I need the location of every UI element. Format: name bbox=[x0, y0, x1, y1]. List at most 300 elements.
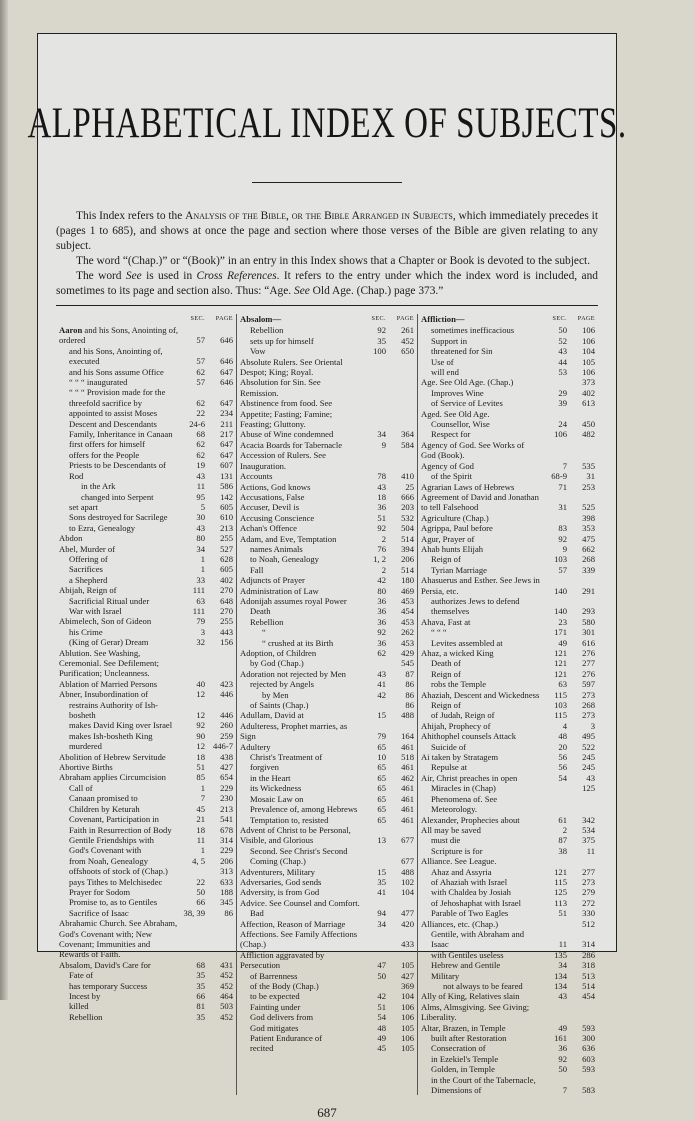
entry-text: Respect for bbox=[431, 429, 471, 440]
entry-section: 94 bbox=[377, 908, 386, 919]
index-entry bbox=[421, 409, 595, 419]
index-entry bbox=[421, 544, 595, 554]
entry-page: 270 bbox=[220, 585, 233, 596]
entry-text: Alexander, Prophecies about bbox=[421, 814, 520, 825]
index-entry bbox=[240, 981, 414, 991]
entry-text: Descent and Descendants bbox=[69, 418, 157, 429]
intro-text bbox=[56, 209, 598, 299]
entry-text: from Noah, Genealogy bbox=[69, 855, 148, 866]
entry-page: 514 bbox=[582, 981, 595, 991]
entry-text: and his Sons, Anointing of, executed bbox=[69, 345, 163, 367]
entry-page: 273 bbox=[582, 689, 595, 700]
entry-section: 56 bbox=[558, 762, 567, 773]
entry-section: 35 bbox=[377, 876, 386, 887]
entry-text: Affection, Reason of Marriage bbox=[240, 918, 346, 929]
index-entry bbox=[421, 429, 595, 439]
entry-text: makes David King over Israel bbox=[69, 720, 173, 731]
entry-text: Adoption, of Children bbox=[240, 648, 317, 658]
index-entry bbox=[240, 575, 414, 585]
index-entry bbox=[59, 502, 233, 512]
entry-text: Ahaz and Assyria bbox=[431, 866, 492, 877]
entry-page: 647 bbox=[220, 366, 233, 377]
entry-text: Adoration not rejected by Men bbox=[240, 668, 346, 679]
entry-section: 78 bbox=[377, 471, 386, 482]
entry-section: 33 bbox=[196, 574, 205, 585]
column-continuation-heading: Absalom— bbox=[240, 314, 282, 324]
entry-section: 7 bbox=[200, 793, 205, 804]
entry-page: 3 bbox=[590, 720, 595, 731]
entry-section: 92 bbox=[558, 533, 567, 544]
index-entry bbox=[59, 596, 233, 606]
entry-page: 636 bbox=[582, 1043, 595, 1054]
entry-text: Golden, in Temple bbox=[431, 1064, 495, 1075]
entry-text: in the Court of the Tabernacle, Dimensions of bbox=[431, 1074, 536, 1096]
entry-page: 513 bbox=[582, 970, 595, 981]
entry-page: 105 bbox=[401, 960, 414, 971]
entry-section: 50 bbox=[196, 886, 205, 897]
entry-section: 48 bbox=[558, 731, 567, 742]
entry-section: 45 bbox=[196, 803, 205, 814]
entry-section: 115 bbox=[554, 876, 567, 887]
entry-text: sometimes inefficacious bbox=[431, 325, 515, 336]
entry-page: 514 bbox=[401, 564, 414, 575]
entry-text: Prevalence of, among Hebrews bbox=[250, 804, 358, 815]
index-entry bbox=[59, 346, 233, 367]
entry-section: 18 bbox=[196, 824, 205, 835]
entry-text: Aaron and his Sons, Anointing of, ordered bbox=[59, 325, 178, 346]
index-entry bbox=[240, 513, 414, 523]
entry-text: Mosaic Law on bbox=[250, 793, 304, 804]
entry-text: Alliances, etc. (Chap.) bbox=[421, 918, 499, 929]
index-entry bbox=[421, 773, 595, 783]
entry-text: authorizes Jews to defend themselves bbox=[431, 595, 520, 617]
entry-page: 462 bbox=[401, 772, 414, 783]
index-entry bbox=[240, 971, 414, 981]
entry-text: Administration of Law bbox=[240, 585, 319, 596]
index-entry bbox=[240, 669, 414, 679]
entry-page: 488 bbox=[401, 710, 414, 721]
entry-section: 54 bbox=[558, 772, 567, 783]
entry-page: 677 bbox=[401, 835, 414, 846]
entry-text: Ahaziah, Descent and Wickedness bbox=[421, 689, 540, 700]
entry-page: 106 bbox=[401, 1012, 414, 1023]
entry-section: 115 bbox=[554, 689, 567, 700]
entry-section: 35 bbox=[377, 335, 386, 346]
intro-text-run: , which immediately precedes it (pages 1 to 685), and shows at once the page and section where those verses of the Bible are given relating to any subject. bbox=[56, 210, 599, 252]
index-entry bbox=[240, 762, 414, 772]
entry-page: 461 bbox=[401, 814, 414, 825]
entry-section: 3 bbox=[200, 626, 205, 637]
entry-section: 43 bbox=[377, 668, 386, 679]
entry-page: 678 bbox=[220, 824, 233, 835]
entry-text: Prayer for Sodom bbox=[69, 886, 131, 897]
index-entry bbox=[59, 533, 233, 543]
entry-section: 65 bbox=[377, 783, 386, 794]
index-entry bbox=[421, 617, 595, 627]
index-entry bbox=[240, 502, 414, 512]
index-entry bbox=[240, 482, 414, 492]
entry-text: first offers for himself bbox=[69, 439, 145, 450]
entry-text: sets up for himself bbox=[250, 335, 314, 346]
entry-page: 293 bbox=[582, 606, 595, 617]
entry-page: 443 bbox=[220, 626, 233, 637]
entry-section: 30 bbox=[196, 512, 205, 523]
entry-text: Advice. See Counsel and Comfort. bbox=[240, 897, 360, 908]
index-entry bbox=[240, 450, 414, 471]
index-entry bbox=[240, 742, 414, 752]
entry-page: 402 bbox=[582, 387, 595, 398]
index-entry bbox=[421, 1075, 595, 1096]
index-entry bbox=[240, 867, 414, 877]
index-entry bbox=[240, 554, 414, 564]
index-entry bbox=[59, 429, 233, 439]
entry-text: Gentile Friendships with bbox=[69, 834, 154, 845]
entry-page: 646 bbox=[220, 356, 233, 367]
entry-section: 80 bbox=[377, 585, 386, 596]
entry-page: 105 bbox=[582, 356, 595, 367]
index-entry bbox=[421, 908, 595, 918]
index-entry bbox=[421, 960, 595, 970]
entry-page: 446 bbox=[220, 710, 233, 721]
entry-text: by Men bbox=[262, 689, 289, 700]
index-entry bbox=[421, 846, 595, 856]
index-entry bbox=[59, 408, 233, 418]
entry-section: 66 bbox=[196, 991, 205, 1001]
index-entry bbox=[59, 637, 233, 647]
entry-page: 245 bbox=[582, 752, 595, 763]
entry-page: 452 bbox=[220, 970, 233, 981]
index-entry bbox=[421, 1033, 595, 1043]
entry-page: 433 bbox=[401, 939, 414, 950]
index-entry bbox=[421, 534, 595, 544]
index-entry bbox=[59, 772, 233, 782]
entry-page: 584 bbox=[401, 439, 414, 450]
entry-text: of Jehoshaphat with Israel bbox=[431, 897, 521, 908]
entry-page: 217 bbox=[220, 429, 233, 440]
index-entry bbox=[421, 1064, 595, 1074]
index-entry bbox=[59, 762, 233, 772]
entry-section: 62 bbox=[377, 648, 386, 658]
index-entry bbox=[421, 513, 595, 523]
entry-page: 646 bbox=[220, 377, 233, 388]
index-entry bbox=[59, 450, 233, 460]
entry-section: 95 bbox=[196, 491, 205, 502]
entry-page: 104 bbox=[401, 991, 414, 1002]
index-entry bbox=[59, 720, 233, 730]
intro-rule bbox=[56, 305, 598, 306]
index-entry bbox=[421, 419, 595, 429]
entry-text: Rod bbox=[69, 470, 84, 481]
entry-page: 477 bbox=[401, 908, 414, 919]
entry-page: 314 bbox=[220, 834, 233, 845]
entry-page: 268 bbox=[582, 700, 595, 711]
entry-text: Death bbox=[250, 606, 271, 617]
entry-text: Priests to be Descendants of bbox=[69, 460, 166, 471]
entry-page: 503 bbox=[220, 1001, 233, 1012]
entry-page: 353 bbox=[582, 523, 595, 534]
index-entry bbox=[59, 627, 233, 637]
entry-page: 464 bbox=[220, 991, 233, 1001]
index-entry bbox=[421, 482, 595, 492]
entry-page: 452 bbox=[401, 335, 414, 346]
entry-text: Covenant, Participation in bbox=[69, 814, 159, 825]
index-entry bbox=[421, 1023, 595, 1033]
index-entry bbox=[421, 336, 595, 346]
entry-section: 1 bbox=[200, 564, 205, 575]
entry-page: 461 bbox=[401, 804, 414, 815]
index-entry bbox=[240, 919, 414, 929]
index-entry bbox=[59, 908, 233, 918]
index-entry bbox=[240, 648, 414, 658]
index-entry bbox=[421, 1043, 595, 1053]
index-entry bbox=[421, 856, 595, 866]
entry-section: 23 bbox=[558, 616, 567, 627]
entry-text: Abuse of Wine condemned bbox=[240, 429, 334, 440]
index-entry bbox=[240, 606, 414, 616]
entry-text: Adversaries, God sends bbox=[240, 876, 322, 887]
entry-page: 482 bbox=[582, 429, 595, 440]
entry-page: 11 bbox=[586, 845, 595, 856]
page-column-header: PAGE bbox=[215, 315, 233, 322]
index-entry bbox=[421, 1054, 595, 1064]
entry-text: Accession of Rulers. See Inauguration. bbox=[240, 450, 326, 471]
entry-page: 253 bbox=[582, 481, 595, 492]
index-entry bbox=[240, 929, 414, 950]
entry-section: 34 bbox=[377, 918, 386, 929]
index-entry bbox=[240, 586, 414, 596]
index-entry bbox=[59, 1001, 233, 1011]
entry-text: Ahava, Fast at bbox=[421, 616, 471, 627]
entry-section: 43 bbox=[377, 481, 386, 492]
entry-text: “ “ “ inaugurated bbox=[69, 377, 128, 388]
index-entry bbox=[421, 742, 595, 752]
entry-text: must die bbox=[431, 835, 461, 846]
column-header-row bbox=[240, 314, 414, 324]
index-entry bbox=[240, 658, 414, 668]
index-entry bbox=[59, 1012, 233, 1022]
intro-text-run: . It refers to the entry under which the index word is included, and sometimes to its page and section also. Thus: “Age. bbox=[56, 270, 598, 297]
entry-section: 34 bbox=[377, 429, 386, 440]
entry-page: 230 bbox=[220, 793, 233, 804]
index-entry bbox=[59, 877, 233, 887]
entry-page: 104 bbox=[582, 346, 595, 357]
page-column-header: PAGE bbox=[396, 315, 414, 322]
entry-text: to Ezra, Genealogy bbox=[69, 522, 136, 533]
entry-page: 180 bbox=[401, 575, 414, 586]
entry-text: Abstinence from food. See Appetite; Fasting; Famine; Feasting; Gluttony. bbox=[240, 398, 333, 430]
entry-text: its Wickedness bbox=[250, 783, 302, 794]
entry-section: 15 bbox=[377, 866, 386, 877]
index-entry bbox=[421, 627, 595, 637]
index-entry bbox=[240, 1012, 414, 1022]
entry-section: 87 bbox=[558, 835, 567, 846]
index-entry bbox=[421, 991, 595, 1001]
entry-page: 203 bbox=[401, 502, 414, 513]
index-entry bbox=[59, 377, 233, 387]
entry-text: Alliance. See League. bbox=[421, 856, 497, 867]
entry-section: 34 bbox=[196, 543, 205, 554]
entry-page: 607 bbox=[220, 460, 233, 471]
entry-page: 318 bbox=[582, 960, 595, 971]
intro-text-run: is used in bbox=[141, 270, 197, 282]
entry-section: 24 bbox=[558, 419, 567, 430]
entry-text: Ahab hunts Elijah bbox=[421, 543, 484, 554]
entry-text: Canaan promised to bbox=[69, 793, 138, 804]
entry-text: Family, Inheritance in Canaan bbox=[69, 429, 173, 440]
entry-text: Promise to, as to Gentiles bbox=[69, 897, 158, 908]
entry-section: 5 bbox=[200, 501, 205, 512]
entry-section: 61 bbox=[558, 814, 567, 825]
entry-section: 36 bbox=[377, 595, 386, 606]
entry-text: of Ahaziah with Israel bbox=[431, 876, 508, 887]
index-entry bbox=[240, 773, 414, 783]
entry-text: Abel, Murder of bbox=[59, 543, 116, 554]
entry-section: 18 bbox=[377, 491, 386, 502]
entry-section: 15 bbox=[377, 710, 386, 721]
page-column-header: PAGE bbox=[577, 315, 595, 322]
entry-section: 35 bbox=[196, 980, 205, 991]
index-entry bbox=[59, 856, 233, 866]
index-entry bbox=[59, 835, 233, 845]
entry-text: Accusing Conscience bbox=[240, 512, 315, 523]
index-entry bbox=[421, 700, 595, 710]
index-entry bbox=[421, 669, 595, 679]
entry-page: 469 bbox=[401, 585, 414, 596]
index-entry bbox=[421, 731, 595, 741]
entry-section: 57 bbox=[196, 377, 205, 388]
index-entry bbox=[240, 887, 414, 897]
index-entry bbox=[59, 325, 233, 346]
entry-text: Achan's Offence bbox=[240, 523, 297, 534]
entry-text: Absolution for Sin. See Remission. bbox=[240, 377, 321, 398]
entry-page: 106 bbox=[582, 335, 595, 346]
index-entry bbox=[240, 617, 414, 627]
entry-text: “ “ “ Provision made for the threefold sacrifice by bbox=[69, 387, 166, 408]
entry-page: 105 bbox=[401, 1043, 414, 1054]
entry-text: Absalom, David's Care for bbox=[59, 959, 151, 970]
entry-section: 92 bbox=[377, 627, 386, 638]
entry-page: 662 bbox=[582, 543, 595, 554]
entry-text: names Animals bbox=[250, 543, 303, 554]
entry-text: to Noah, Genealogy bbox=[250, 554, 319, 565]
entry-section: 92 bbox=[377, 523, 386, 534]
index-entry bbox=[59, 752, 233, 762]
entry-section: 36 bbox=[377, 606, 386, 617]
entry-page: 525 bbox=[582, 502, 595, 513]
entry-text: Abraham applies Circumcision bbox=[59, 772, 166, 783]
entry-section: 32 bbox=[196, 637, 205, 648]
entry-section: 4 bbox=[562, 720, 567, 731]
entry-page: 31 bbox=[586, 471, 595, 482]
index-entry bbox=[240, 804, 414, 814]
index-entry bbox=[421, 398, 595, 408]
entry-section: 121 bbox=[554, 668, 567, 679]
entry-page: 452 bbox=[220, 1011, 233, 1022]
entry-page: 532 bbox=[401, 512, 414, 523]
entry-text: Abimelech, Son of Gideon bbox=[59, 616, 152, 627]
index-entry bbox=[421, 325, 595, 335]
title-area bbox=[27, 34, 627, 148]
intro-paragraph-3 bbox=[56, 269, 598, 299]
entry-page: 666 bbox=[401, 491, 414, 502]
page-title: ALPHABETICAL INDEX OF SUBJECTS. bbox=[27, 100, 627, 148]
index-entry bbox=[240, 1033, 414, 1043]
entry-text: Vow bbox=[250, 346, 266, 357]
index-column bbox=[236, 314, 417, 1095]
index-entry bbox=[421, 679, 595, 689]
entry-page: 106 bbox=[401, 1001, 414, 1012]
index-entry bbox=[240, 596, 414, 606]
entry-page: 105 bbox=[401, 1022, 414, 1033]
entry-text: pays Tithes to Melchisedec bbox=[69, 876, 163, 887]
entry-page: 277 bbox=[582, 658, 595, 669]
entry-text: Fainting under bbox=[250, 1001, 301, 1012]
entry-section: 76 bbox=[377, 543, 386, 554]
entry-page: 488 bbox=[401, 866, 414, 877]
entry-section: 121 bbox=[554, 648, 567, 658]
entry-section: 2 bbox=[381, 564, 386, 575]
entry-section: 134 bbox=[554, 981, 567, 991]
entry-page: 423 bbox=[220, 678, 233, 689]
index-column bbox=[56, 314, 236, 1095]
entry-text: War with Israel bbox=[69, 605, 122, 616]
entry-text: of Barrenness bbox=[250, 970, 298, 981]
entry-text: offers for the People bbox=[69, 449, 140, 460]
entry-text: Military bbox=[431, 970, 460, 981]
entry-section: 44 bbox=[558, 356, 567, 367]
entry-page: 276 bbox=[582, 668, 595, 679]
index-entry bbox=[59, 492, 233, 502]
entry-section: 62 bbox=[196, 439, 205, 450]
index-entry bbox=[240, 544, 414, 554]
index-entry bbox=[421, 981, 595, 991]
entry-section: 92 bbox=[377, 325, 386, 336]
index-entry bbox=[240, 950, 414, 971]
intro-text-run: This Index refers to the bbox=[76, 210, 186, 222]
entry-text: Adultery bbox=[240, 741, 271, 752]
entry-text: Reign of bbox=[431, 668, 461, 679]
index-entry bbox=[421, 815, 595, 825]
entry-text: set apart bbox=[69, 501, 98, 512]
index-entry bbox=[59, 544, 233, 554]
index-entry bbox=[240, 534, 414, 544]
index-entry bbox=[59, 585, 233, 595]
entry-section: 65 bbox=[377, 814, 386, 825]
index-entry bbox=[59, 897, 233, 907]
entry-page: 628 bbox=[220, 553, 233, 564]
entry-page: 272 bbox=[582, 897, 595, 908]
entry-page: 518 bbox=[401, 752, 414, 763]
entry-text: Agrippa, Paul before bbox=[421, 523, 493, 534]
entry-text: his Crime bbox=[69, 626, 103, 637]
index-entry bbox=[59, 564, 233, 574]
entry-text: recited bbox=[250, 1043, 274, 1054]
entry-section: 1 bbox=[200, 845, 205, 856]
entry-page: 402 bbox=[220, 574, 233, 585]
entry-text: Ahasuerus and Esther. See Jews in Persia, etc. bbox=[421, 575, 540, 596]
entry-section: 42 bbox=[377, 689, 386, 700]
index-entry bbox=[59, 523, 233, 533]
entry-text: Air, Christ preaches in open bbox=[421, 772, 518, 783]
entry-page: 610 bbox=[220, 512, 233, 523]
entry-page: 427 bbox=[220, 762, 233, 773]
index-entry bbox=[240, 523, 414, 533]
entry-text: Support in bbox=[431, 335, 468, 346]
column-header-row bbox=[59, 314, 233, 324]
entry-section: 79 bbox=[377, 731, 386, 742]
index-entry bbox=[421, 658, 595, 668]
entry-text: built after Restoration bbox=[431, 1033, 507, 1044]
